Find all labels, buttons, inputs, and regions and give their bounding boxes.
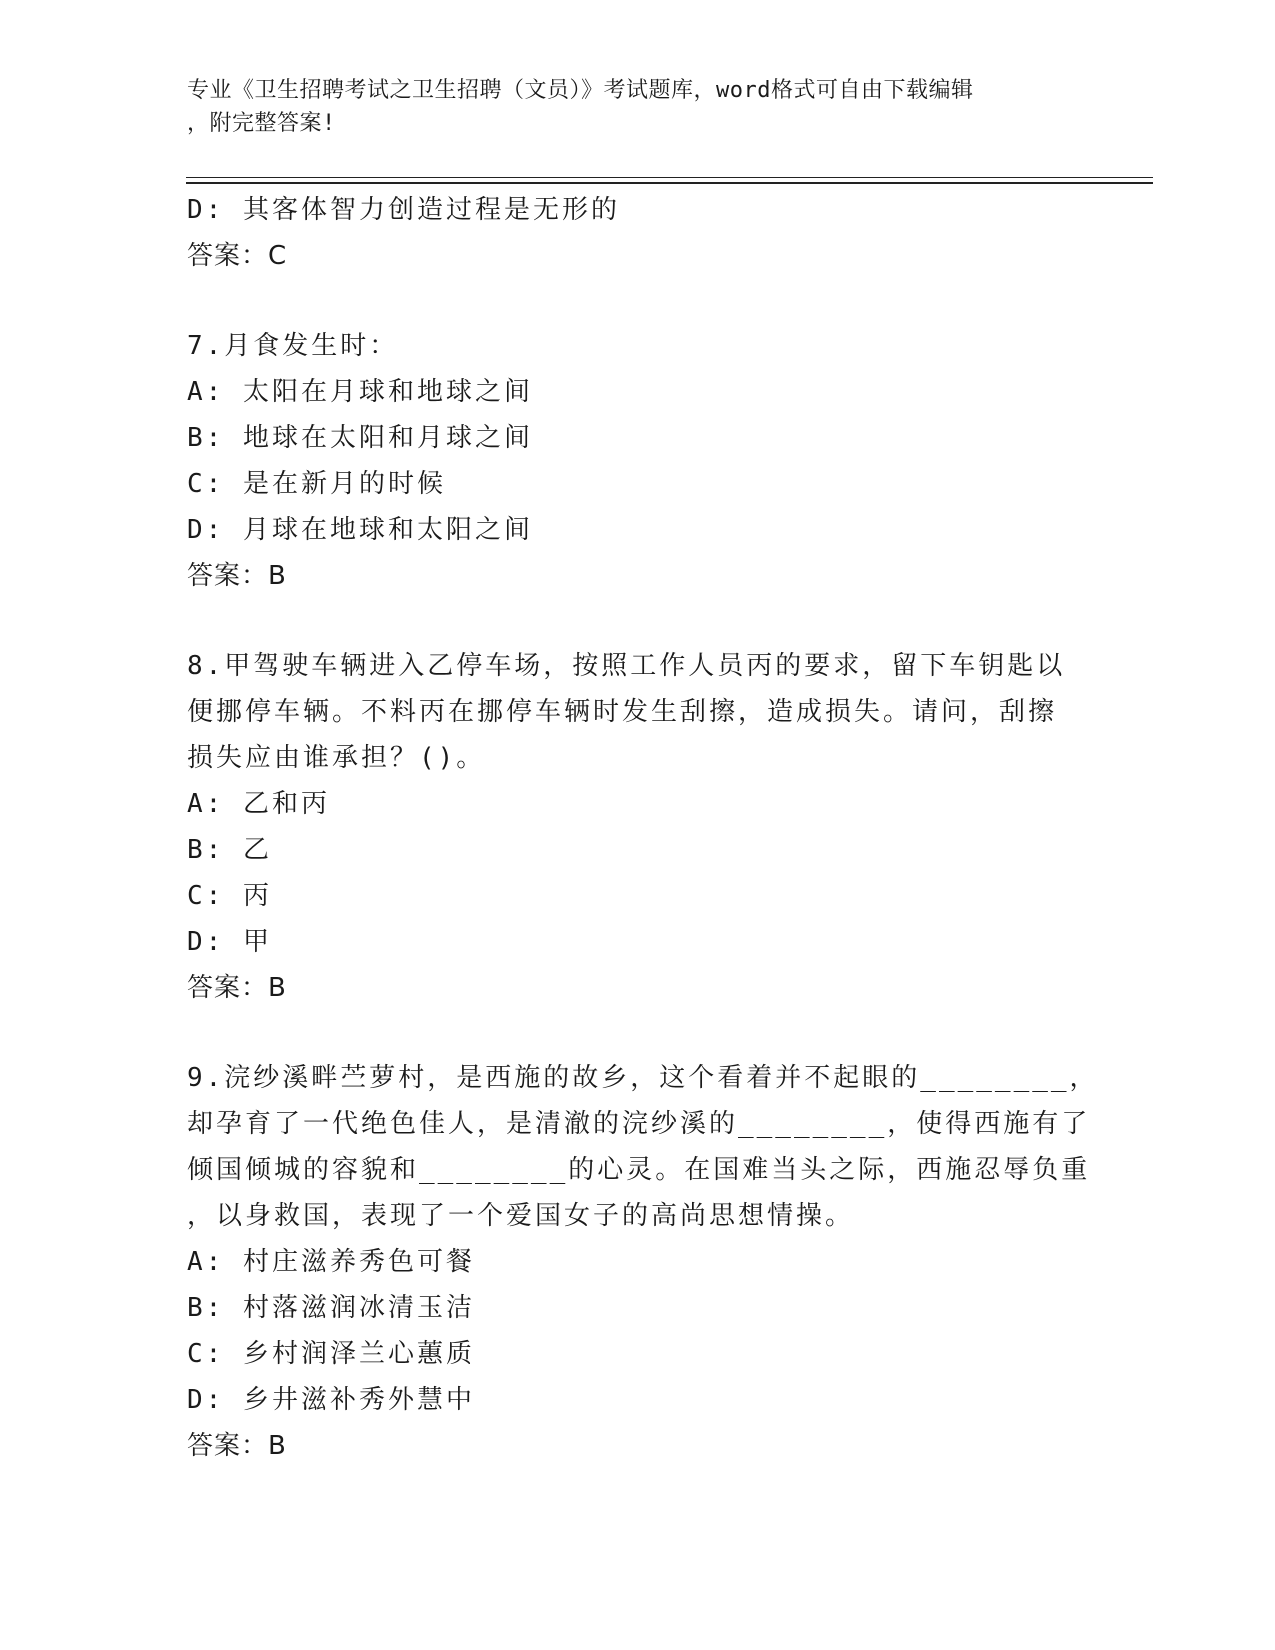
spacer bbox=[187, 279, 1067, 323]
header-line-2: ，附完整答案! bbox=[187, 111, 336, 136]
question-8 bbox=[187, 643, 1067, 1011]
question-8-option-a: A: 乙和丙 bbox=[187, 789, 330, 819]
question-list bbox=[187, 187, 1099, 1469]
question-7-option-c: C: 是在新月的时候 bbox=[187, 469, 446, 499]
question-8-answer: 答案：B bbox=[187, 973, 287, 1003]
question-8-option-d: D: 甲 bbox=[187, 927, 272, 957]
question-9-option-c: C: 乡村润泽兰心蕙质 bbox=[187, 1339, 475, 1369]
spacer bbox=[187, 1011, 1067, 1055]
question-7-option-a: A: 太阳在月球和地球之间 bbox=[187, 377, 533, 407]
question-9-stem-line-4: ，以身救国，表现了一个爱国女子的高尚思想情操。 bbox=[187, 1201, 855, 1231]
question-7-answer: 答案：B bbox=[187, 561, 287, 591]
previous-option-d: D: 其客体智力创造过程是无形的 bbox=[187, 195, 620, 225]
question-7-option-d: D: 月球在地球和太阳之间 bbox=[187, 515, 533, 545]
header-line-1: 专业《卫生招聘考试之卫生招聘（文员）》考试题库，word格式可自由下载编辑 bbox=[187, 78, 974, 103]
question-8-stem-line-3: 损失应由谁承担？()。 bbox=[187, 743, 486, 773]
question-9-option-d: D: 乡井滋补秀外慧中 bbox=[187, 1385, 475, 1415]
question-7-stem: 7.月食发生时： bbox=[187, 331, 399, 361]
spacer bbox=[187, 599, 1067, 643]
page-header bbox=[187, 74, 1067, 140]
question-9-answer: 答案：B bbox=[187, 1431, 287, 1461]
question-9 bbox=[187, 1055, 1099, 1469]
question-9-option-a: A: 村庄滋养秀色可餐 bbox=[187, 1247, 475, 1277]
question-8-option-c: C: 丙 bbox=[187, 881, 272, 911]
question-7 bbox=[187, 323, 1067, 599]
question-9-stem-line-3: 倾国倾城的容貌和________的心灵。在国难当头之际，西施忍辱负重 bbox=[187, 1155, 1091, 1185]
question-9-option-b: B: 村落滋润冰清玉洁 bbox=[187, 1293, 475, 1323]
header-rule-thin bbox=[186, 177, 1153, 178]
question-7-option-b: B: 地球在太阳和月球之间 bbox=[187, 423, 533, 453]
header-rule-thick bbox=[186, 182, 1153, 184]
question-8-stem-line-1: 8.甲驾驶车辆进入乙停车场，按照工作人员丙的要求，留下车钥匙以 bbox=[187, 651, 1066, 681]
question-8-option-b: B: 乙 bbox=[187, 835, 272, 865]
previous-answer: 答案：C bbox=[187, 241, 288, 271]
question-9-stem-line-1: 9.浣纱溪畔苎萝村，是西施的故乡，这个看着并不起眼的________， bbox=[187, 1063, 1099, 1093]
question-9-stem-line-2: 却孕育了一代绝色佳人，是清澈的浣纱溪的________，使得西施有了 bbox=[187, 1109, 1091, 1139]
question-8-stem-line-2: 便挪停车辆。不料丙在挪停车辆时发生刮擦，造成损失。请问，刮擦 bbox=[187, 697, 1058, 727]
